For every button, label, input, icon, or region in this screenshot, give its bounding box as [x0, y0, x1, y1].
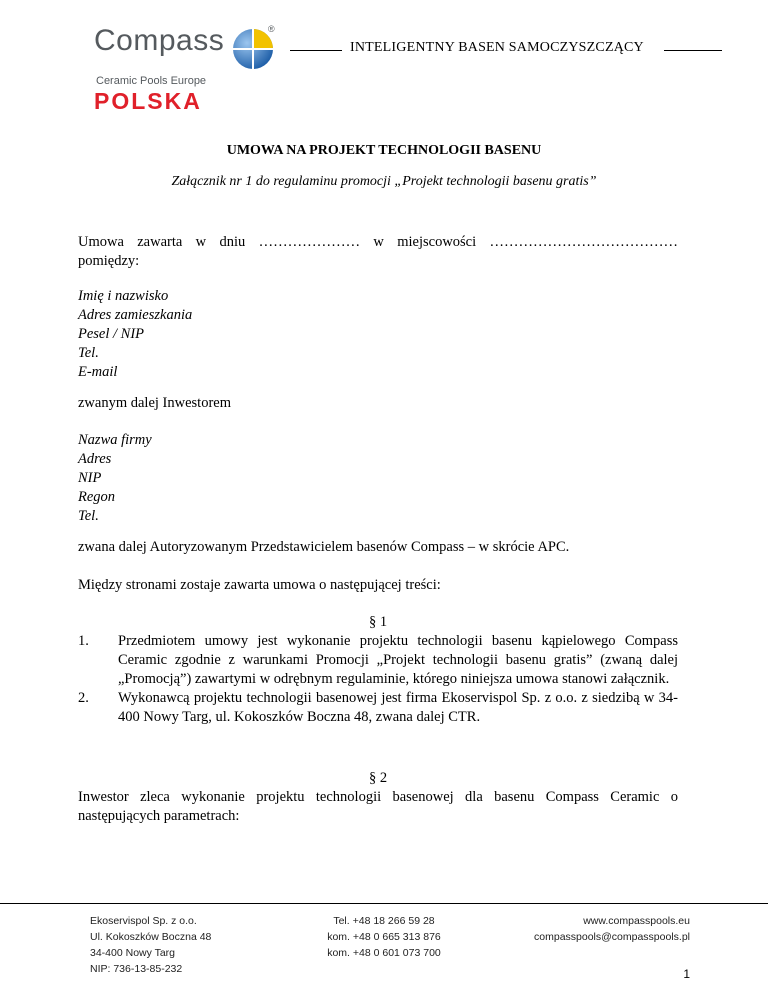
tagline: INTELIGENTNY BASEN SAMOCZYSZCZĄCY	[350, 40, 644, 55]
footer-tel: Tel. +48 18 266 59 28	[333, 915, 435, 927]
footer-phones	[316, 913, 452, 961]
tagline-rule-left	[290, 50, 342, 51]
field-company-phone: Tel.	[78, 508, 99, 524]
footer-company-name: Ekoservispol Sp. z o.o.	[90, 915, 197, 927]
footer-website: www.compasspools.eu	[583, 915, 690, 927]
field-name: Imię i nazwisko	[78, 288, 169, 304]
footer-web	[534, 913, 690, 945]
company-fields	[78, 431, 678, 526]
section-2-mark: § 2	[368, 770, 388, 786]
field-email: E-mail	[78, 364, 118, 380]
section-2-text: Inwestor zleca wykonanie projektu technologii basenowej dla basenu Compass Ceramic o następujących parametrach:	[78, 789, 678, 824]
intro-line: Umowa zawarta w dniu ………………… w miejscowości …………………………………	[78, 234, 678, 250]
list-item-text: Przedmiotem umowy jest wykonanie projektu technologii basenu kąpielowego Compass Ceramic zgodnie z warunkami Promocji „Projekt technologii basenu gratis” (zwaną dalej „Promocją”) zawartymi w odrębnym regulaminie, którego niniejsza umowa stanowi załącznik.	[118, 633, 678, 687]
registered-mark: ®	[268, 24, 275, 34]
document-title: UMOWA NA PROJEKT TECHNOLOGII BASENU	[226, 143, 542, 158]
company-label: zwana dalej Autoryzowanym Przedstawicielem basenów Compass – w skrócie APC.	[78, 539, 570, 555]
agreement-intro: Między stronami zostaje zawarta umowa o następującej treści:	[78, 577, 441, 593]
field-phone: Tel.	[78, 345, 99, 361]
field-address: Adres zamieszkania	[78, 307, 193, 323]
investor-fields	[78, 287, 678, 382]
list-item	[78, 689, 678, 727]
footer-email: compasspools@compasspools.pl	[534, 931, 690, 943]
page-number: 1	[683, 967, 690, 981]
section-1-list	[78, 632, 678, 727]
compass-logo	[90, 22, 290, 114]
document-subtitle: Załącznik nr 1 do regulaminu promocji „Projekt technologii basenu gratis”	[171, 174, 597, 189]
footer-mobile-2: kom. +48 0 601 073 700	[327, 947, 441, 959]
tagline-rule-right	[664, 50, 722, 51]
logo-polska: POLSKA	[94, 88, 202, 114]
list-item-number: 2.	[78, 690, 89, 706]
investor-label: zwanym dalej Inwestorem	[78, 395, 232, 411]
field-company-regon: Regon	[78, 489, 116, 505]
footer-city: 34-400 Nowy Targ	[90, 947, 176, 959]
footer-mobile-1: kom. +48 0 665 313 876	[327, 931, 441, 943]
footer-nip: NIP: 736-13-85-232	[90, 963, 183, 975]
footer-street: Ul. Kokoszków Boczna 48	[90, 931, 212, 943]
intro-between: pomiędzy:	[78, 253, 140, 269]
footer-rule	[0, 903, 768, 904]
logo-wordmark: Compass	[94, 24, 225, 57]
field-company-nip: NIP	[78, 470, 102, 486]
field-pesel-nip: Pesel / NIP	[78, 326, 145, 342]
logo-subtitle: Ceramic Pools Europe	[96, 75, 207, 87]
list-item-text: Wykonawcą projektu technologii basenowej jest firma Ekoservispol Sp. z o.o. z siedzibą w 34-400 Nowy Targ, ul. Kokoszków Boczna 48, zwana dalej CTR.	[118, 690, 678, 725]
section-1-mark: § 1	[368, 614, 388, 630]
footer-company	[90, 913, 211, 977]
field-company-name: Nazwa firmy	[78, 432, 152, 448]
field-company-address: Adres	[78, 451, 112, 467]
list-item-number: 1.	[78, 633, 89, 649]
list-item	[78, 632, 678, 689]
